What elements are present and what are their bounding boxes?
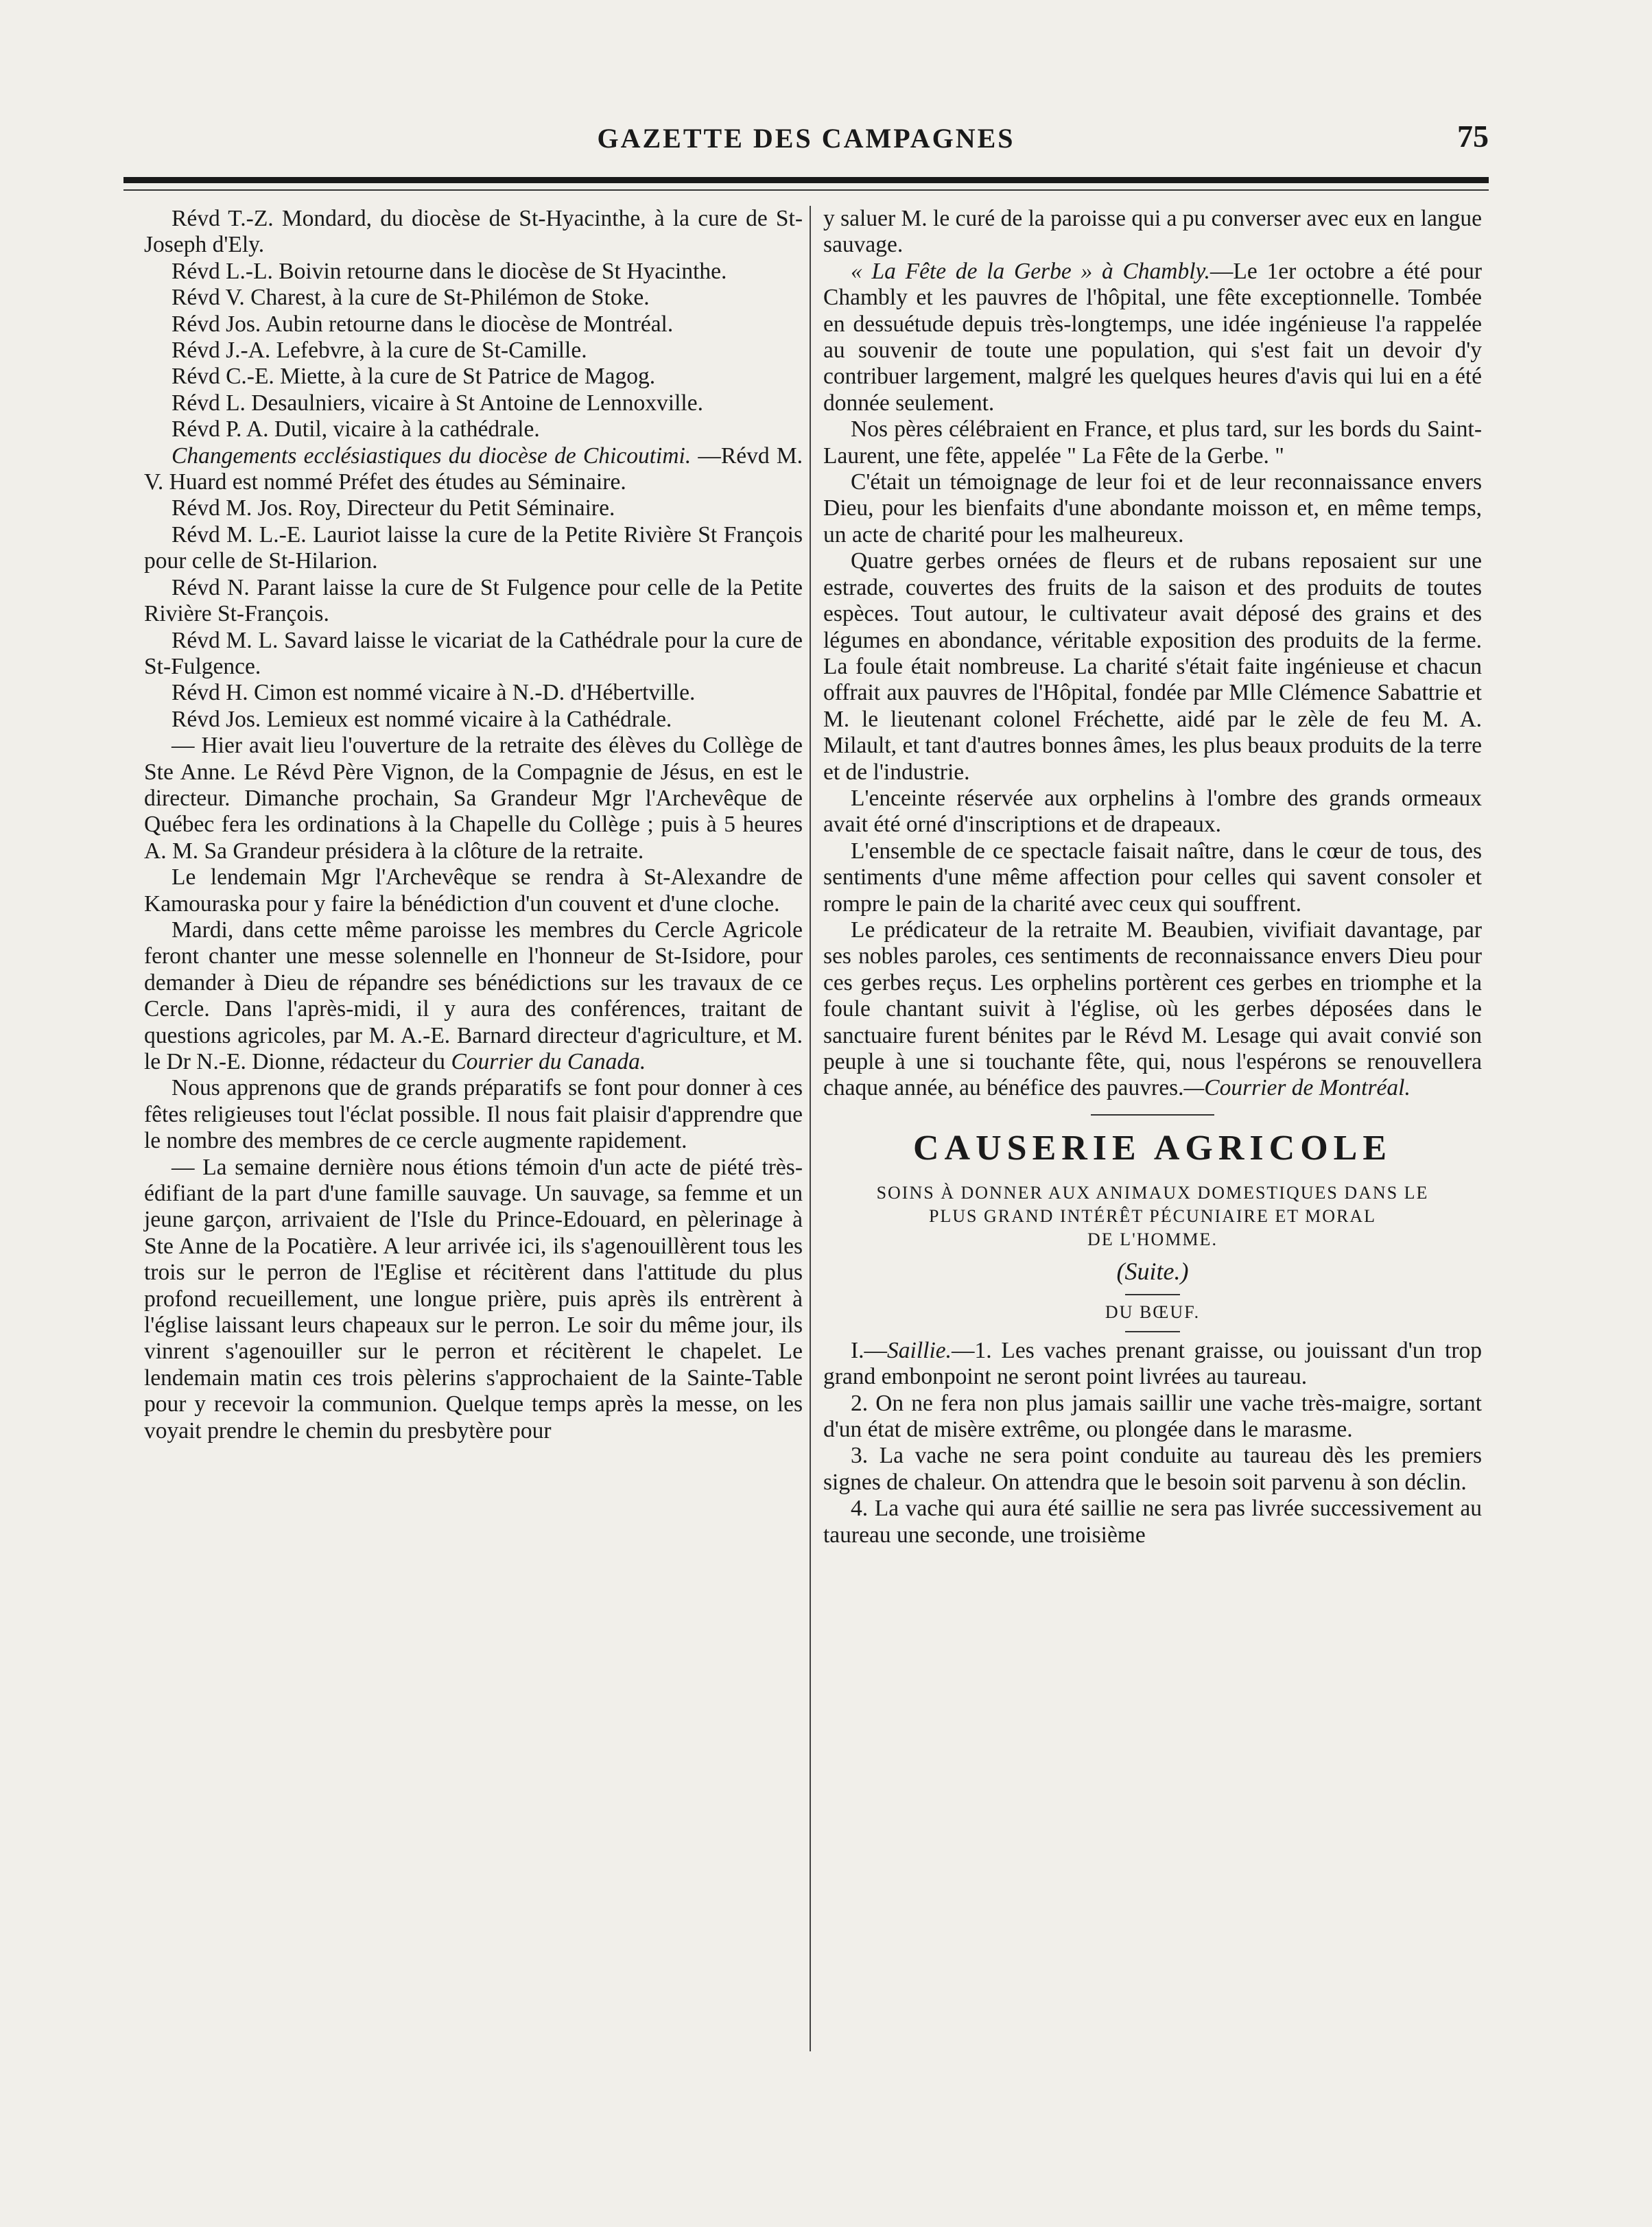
paragraph: Révd V. Charest, à la cure de St-Philémon de Stoke. — [172, 285, 650, 311]
section-divider — [1091, 1114, 1214, 1116]
paragraph — [823, 917, 1482, 1102]
paragraph: 2. On ne fera non plus jamais saillir une vache très-maigre, sortant d'un état de misère extrême, ou plongée dans le marasme. — [823, 1390, 1482, 1443]
paragraph: 4. La vache qui aura été saillie ne sera pas livrée successivement au taureau une seconde, une troisième — [823, 1496, 1482, 1548]
paragraph — [144, 443, 803, 496]
paragraph — [144, 917, 803, 1075]
subsection-title: DU BŒUF. — [1105, 1301, 1201, 1322]
paragraph: L'enceinte réservée aux orphelins à l'ombre des grands ormeaux avait été orné d'inscriptions et de drapeaux. — [823, 785, 1482, 838]
paragraph: y saluer M. le curé de la paroisse qui a pu converser avec eux en langue sauvage. — [823, 206, 1482, 258]
paragraph — [823, 1338, 1482, 1391]
section-subtitle-line2: PLUS GRAND INTÉRÊT PÉCUNIAIRE ET MORAL — [928, 1205, 1377, 1226]
paragraph: L'ensemble de ce spectacle faisait naître, dans le cœur de tous, des sentiments d'une même affection pour celles qui savent consoler et rompre le pain de la charité avec ceux qui souffrent. — [823, 838, 1482, 917]
paragraph: Révd M. Jos. Roy, Directeur du Petit Séminaire. — [172, 495, 615, 521]
newspaper-title: GAZETTE DES CAMPAGNES — [597, 123, 1015, 154]
paragraph: Révd P. A. Dutil, vicaire à la cathédrale. — [172, 416, 540, 443]
paragraph-text: Le prédicateur de la retraite M. Beaubien, vivifiait davantage, par ses nobles paroles, ces sentiments de reconnaissance envers Dieu pour ces gerbes reçus. Les orphelins portèrent ces gerbes en triomphe et la foule chantant suivit à l'église, où les gerbes déposées dans le sanctuaire furent bénites par le Révd M. Lesage qui avait convié son peuple à une si touchante fête, qui, nous l'espérons se renouvellera chaque année, au bénéfice des pauvres. — [823, 917, 1482, 1101]
section-subtitle-line1: SOINS À DONNER AUX ANIMAUX DOMESTIQUES DANS LE — [876, 1182, 1429, 1203]
paragraph: 3. La vache ne sera point conduite au taureau dès les premiers signes de chaleur. On attendra que le besoin soit parvenu à son déclin. — [823, 1443, 1482, 1495]
section-suite: (Suite.) — [1116, 1257, 1189, 1285]
paragraph: — Hier avait lieu l'ouverture de la retraite des élèves du Collège de Ste Anne. Le Révd Père Vignon, de la Compagnie de Jésus, en est le directeur. Dimanche prochain, Sa Grandeur Mgr l'Archevêque de Québec fera les ordinations à la Chapelle du Collège ; puis à 5 heures A. M. Sa Grandeur présidera à la clôture de la retraite. — [144, 733, 803, 864]
paragraph: Révd H. Cimon est nommé vicaire à N.-D. d'Hébertville. — [172, 680, 696, 706]
paragraph-text: —Révd M. V. Huard est nommé Préfet des études au Séminaire. — [144, 443, 803, 495]
paragraph-text: —Le 1er octobre a été pour Chambly et les pauvres de l'hôpital, une fête exceptionnelle. Tombée en dessuétude depuis très-longtemps, une idée ingénieuse l'a rappelée au souvenir de toute une population, qui s'est fait un devoir d'y contribuer largement, malgré les quelques heures d'avis qui lui en a été donnée seulement. — [823, 258, 1482, 416]
paragraph: Quatre gerbes ornées de fleurs et de rubans reposaient sur une estrade, couvertes des fruits de la saison et des produits de toutes espèces. Tout autour, le cultivateur avait déposé des grains et des légumes en abondance, véritable exposition des produits de la ferme. La foule était nombreuse. La charité s'était faite ingénieuse et chacun offrait aux pauvres de l'Hôpital, fondée par Mlle Clémence Sabattrie et M. le lieutenant colonel Fréchette, aidé par le zèle de feu M. A. Milault, et tant d'autres bonnes âmes, les plus beaux produits de la terre et de l'industrie. — [823, 548, 1482, 785]
newspaper-name-italic: Courrier du Canada. — [451, 1049, 646, 1074]
paragraph: Révd C.-E. Miette, à la cure de St Patrice de Magog. — [172, 364, 656, 390]
paragraph: Révd M. L. Savard laisse le vicariat de la Cathédrale pour la cure de St-Fulgence. — [144, 627, 803, 679]
source-credit: —Courrier de Montréal. — [1183, 1075, 1411, 1101]
header-rule-thin — [123, 189, 1489, 191]
subheading-italic: Changements ecclésiastiques du diocèse de Chicoutimi. — [172, 443, 692, 469]
paragraph: Nous apprenons que de grands préparatifs se font pour donner à ces fêtes religieuses tout l'éclat possible. Il nous fait plaisir d'apprendre que le nombre des membres de ce cercle augmente rapidement. — [144, 1075, 803, 1154]
numeral-lead: I.— — [851, 1337, 888, 1363]
paragraph-text: Mardi, dans cette même paroisse les membres du Cercle Agricole feront chanter une messe solennelle en l'honneur de St-Isidore, pour demander à Dieu de répandre ses bénédictions sur les travaux de ce Cercle. Dans l'après-midi, il y aura des conférences, traitant de questions agricoles, par M. A.-E. Barnard directeur d'agriculture, et M. le Dr N.-E. Dionne, rédacteur du — [144, 917, 803, 1074]
paragraph: Nos pères célébraient en France, et plus tard, sur les bords du Saint-Laurent, une fête, appelée " La Fête de la Gerbe. " — [823, 416, 1482, 469]
section-subtitle-line3: DE L'HOMME. — [1087, 1229, 1218, 1249]
paragraph: Révd L.-L. Boivin retourne dans le diocèse de St Hyacinthe. — [172, 258, 727, 284]
subheading-italic: « La Fête de la Gerbe » à Chambly. — [851, 258, 1210, 284]
paragraph: Révd T.-Z. Mondard, du diocèse de St-Hyacinthe, à la cure de St-Joseph d'Ely. — [144, 206, 803, 258]
page-number: 75 — [1457, 119, 1489, 154]
small-divider — [1125, 1331, 1180, 1332]
paragraph-text: —1. Les vaches prenant graisse, ou jouissant d'un trop grand embonpoint ne seront point livrées au taureau. — [823, 1337, 1482, 1390]
paragraph: Le lendemain Mgr l'Archevêque se rendra à St-Alexandre de Kamouraska pour y faire la bénédiction d'un couvent et d'une cloche. — [144, 864, 803, 917]
paragraph: Révd M. L.-E. Lauriot laisse la cure de la Petite Rivière St François pour celle de St-Hilarion. — [144, 521, 803, 574]
section-title: CAUSERIE AGRICOLE — [912, 1128, 1393, 1168]
paragraph — [823, 259, 1482, 416]
small-divider — [1125, 1294, 1180, 1295]
subheading-italic: Saillie. — [887, 1337, 952, 1363]
paragraph: — La semaine dernière nous étions témoin d'un acte de piété très-édifiant de la part d'une famille sauvage. Un sauvage, sa femme et un jeune garçon, arrivaient de l'Isle du Prince-Edouard, en pèlerinage à Ste Anne de la Pocatière. A leur arrivée ici, ils s'agenouillèrent tous les trois sur le perron de l'Eglise et récitèrent dans l'attitude du plus profond recueillement, une longue prière, puis après ils entrèrent à l'église laissant leurs chapeaux sur le perron. Le soir du même jour, ils vinrent s'agenouiller sur le perron et récitèrent le chapelet. Le lendemain matin ces trois pèlerins s'approchaient de la Sainte-Table pour y recevoir la communion. Quelque temps après la messe, on les voyait prendre le chemin du presbytère pour — [144, 1154, 803, 1444]
column-divider — [810, 206, 811, 2051]
paragraph: Révd L. Desaulniers, vicaire à St Antoine de Lennoxville. — [172, 390, 703, 416]
left-column — [144, 206, 803, 1444]
right-column — [823, 206, 1482, 1548]
paragraph: C'était un témoignage de leur foi et de leur reconnaissance envers Dieu, pour les bienfaits d'une abondante moisson et, en même temps, un acte de charité pour les malheureux. — [823, 469, 1482, 547]
paragraph: Révd Jos. Lemieux est nommé vicaire à la Cathédrale. — [172, 706, 672, 732]
page-header — [123, 110, 1489, 165]
paragraph: Révd J.-A. Lefebvre, à la cure de St-Camille. — [172, 338, 587, 364]
paragraph: Révd Jos. Aubin retourne dans le diocèse de Montréal. — [172, 311, 674, 337]
paragraph: Révd N. Parant laisse la cure de St Fulgence pour celle de la Petite Rivière St-François. — [144, 574, 803, 627]
header-rule-thick — [123, 177, 1489, 183]
